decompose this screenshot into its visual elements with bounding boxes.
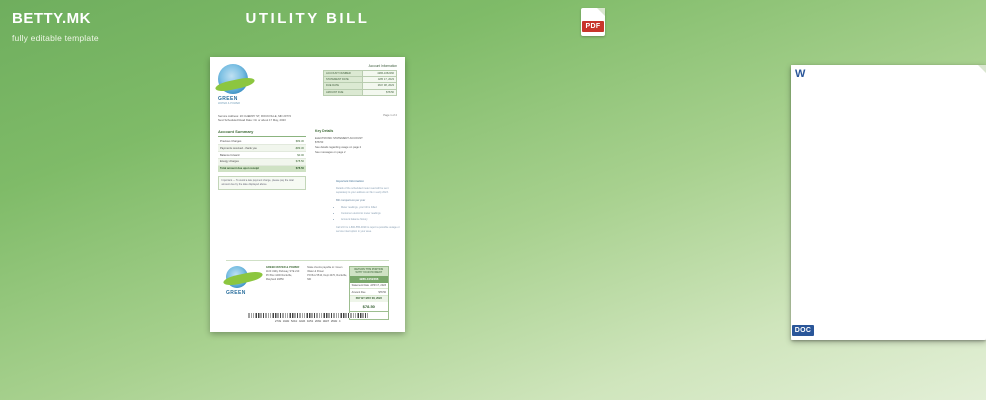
footer-address-line: 1100 Utility Parkway, STE 210 — [265, 270, 300, 274]
account-row-key: STATEMENT DATE — [324, 77, 363, 83]
globe-icon — [218, 64, 248, 94]
payment-stub — [349, 266, 389, 320]
service-address-line: Service Address: 20 CHERRY ST, ROCKVILLE, MD 20772 — [218, 114, 292, 118]
summary-value: $89.30 — [285, 139, 306, 145]
account-row-value: $78.50 — [363, 89, 397, 95]
info-bullet-list — [341, 206, 400, 221]
account-info-table — [323, 70, 397, 96]
remit-title: Make checks payable to: Green Water & Power — [307, 266, 343, 273]
summary-note: Important — To avoid a late payment charge, please pay the total amount due by the date displayed above. — [218, 176, 306, 191]
page-number: Page 1 of 2 — [383, 114, 397, 117]
stub-account-number: 4286-1052266 — [350, 276, 388, 283]
important-information-column — [336, 180, 400, 234]
key-details-line: ELECTRONIC STATEMENT ACCOUNT — [315, 136, 363, 140]
key-details-line: See messages on page 2 — [315, 150, 346, 154]
service-address-block — [218, 114, 397, 122]
account-row-value: 4286-1052266 — [363, 71, 397, 77]
footer-company-address — [266, 266, 307, 320]
brand-tagline: fully editable template — [12, 33, 99, 43]
key-details-line: $78.50 — [315, 141, 324, 145]
stub-row-value: $78.50 — [378, 290, 386, 294]
footer-remittance — [307, 266, 348, 320]
stub-row-value: APR 17, 2023 — [370, 284, 386, 288]
globe-icon — [226, 266, 248, 288]
word-w-glyph: W — [795, 68, 806, 80]
summary-total-value: $78.50 — [285, 165, 306, 171]
stub-row-key: Amount Due — [351, 290, 366, 294]
list-item: • Account balance history — [341, 218, 400, 222]
summary-value: $0.00 — [285, 152, 306, 159]
footer-company-name: GREEN WATER & POWER — [265, 266, 300, 269]
table-row — [218, 158, 306, 165]
barcode-lines — [248, 313, 368, 318]
document-header-row — [218, 64, 397, 105]
stub-title: RETURN THIS PORTION WITH YOUR PAYMENT — [350, 267, 388, 276]
info-subheading: Bill comparison per year — [336, 199, 366, 203]
document-body — [218, 64, 400, 309]
account-row-value: MAY 08, 2023 — [363, 83, 397, 89]
file-format-badges — [581, 8, 812, 334]
footer-logo — [226, 266, 266, 320]
document-footer — [226, 260, 389, 320]
list-item: • Meter readings, your bill is billed — [341, 206, 400, 210]
account-row-key: DUE DATE — [324, 83, 363, 89]
barcode-digits: 2738 0100 5210 4286 1052 2660 0007 8500 4 — [274, 320, 341, 323]
doc-sheet-shape — [791, 65, 986, 340]
account-row-key: AMOUNT DUE — [324, 89, 363, 95]
table-row — [218, 145, 306, 152]
table-row — [218, 152, 306, 159]
remit-line: PO Box 5510, Dept 4470, Rockville, MD — [307, 274, 348, 281]
stub-amount: $78.50 — [362, 303, 375, 309]
list-item: • Customer electronic meter readings — [341, 212, 400, 216]
footer-address-line: Maryland 20850 — [265, 278, 284, 282]
summary-value: -$89.30 — [285, 145, 306, 152]
stub-row-key: Statement Date — [351, 284, 369, 288]
doc-label: DOC — [792, 325, 814, 336]
summary-heading: Account Summary — [218, 129, 306, 137]
account-row-value: APR 17, 2023 — [363, 77, 397, 83]
footer-address-line: PO Box 4400 Rockville, — [265, 274, 293, 278]
summary-label: Previous Charges — [218, 139, 285, 145]
info-heading: Important Information — [336, 180, 364, 183]
summary-label: Balance forward — [218, 152, 285, 159]
account-panel-title: Account Information — [368, 64, 397, 68]
footer-logo-wordmark: GREEN — [226, 290, 246, 296]
summary-total-label: Total amount due upon receipt — [218, 165, 285, 171]
summary-label: Payments received - thank you — [218, 145, 285, 152]
utility-logo — [218, 64, 276, 105]
pdf-file-icon[interactable] — [581, 8, 605, 36]
summary-label: Energy charges — [218, 158, 285, 165]
key-details-line: See details regarding usage on page 2 — [315, 146, 362, 150]
table-row — [324, 89, 397, 95]
brand-name: BETTY.MK — [12, 10, 91, 27]
service-period-line: Next Scheduled Read Date: On or about 17 May, 2023 — [218, 118, 286, 123]
info-closing: Call 24 hrs 1-800-555-0199 to report a possible outage or service interruption in your area. — [336, 225, 400, 233]
account-info-panel — [323, 64, 397, 105]
account-row-key: ACCOUNT NUMBER — [324, 71, 363, 77]
page-title: UTILITY BILL — [245, 10, 370, 27]
info-intro: Details of the scheduled meter read will be sent separately to your address on file in early 2023. — [336, 186, 389, 195]
pdf-label: PDF — [582, 21, 604, 32]
key-details-heading: Key Details — [315, 129, 334, 134]
table-row-total — [218, 165, 306, 171]
word-file-icon[interactable] — [791, 65, 986, 340]
logo-subtitle: WATER & POWER — [218, 102, 241, 105]
account-summary-block — [218, 129, 306, 190]
stub-due-label: PAY BY MAY 08, 2023 — [350, 296, 388, 302]
summary-table — [218, 139, 306, 172]
summary-value: $78.50 — [285, 158, 306, 165]
utility-bill-document[interactable] — [210, 57, 405, 332]
logo-wordmark: GREEN — [218, 96, 238, 102]
barcode-area — [210, 313, 405, 323]
